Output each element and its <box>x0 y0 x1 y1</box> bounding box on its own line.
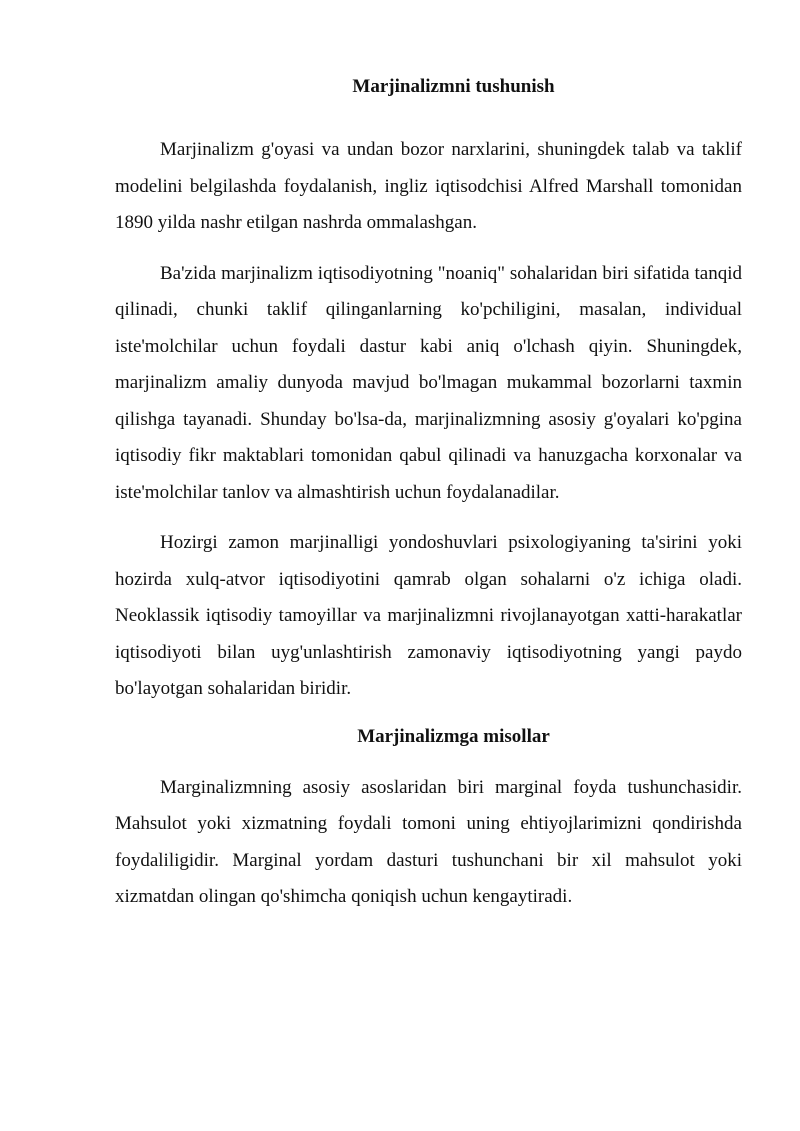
paragraph-marginal-utility: Marginalizmning asosiy asoslaridan biri marginal foyda tushunchasidir. Mahsulot yoki xizmatning foydali tomoni uning ehtiyojlarimizni qondirishda foydaliligidir. Marginal yordam dasturi tushunchani bir xil mahsulot yoki xizmatdan olingan qo'shimcha qoniqish uchun kengaytiradi. <box>115 776 742 907</box>
section-heading-understanding: Marjinalizmni tushunish <box>352 76 555 97</box>
document-body <box>115 74 742 916</box>
paragraph-marshall: Marjinalizm g'oyasi va undan bozor narxlarini, shuningdek talab va taklif modelini belgilashda foydalanish, ingliz iqtisodchisi Alfred Marshall tomonidan 1890 yilda nashr etilgan nashrda ommalashgan. <box>115 139 742 233</box>
section-heading-examples: Marjinalizmga misollar <box>357 725 550 747</box>
paragraph-criticism: Ba'zida marjinalizm iqtisodiyotning "noaniq" sohalaridan biri sifatida tanqid qilinadi, chunki taklif qilinganlarning ko'pchiligini, masalan, individual iste'molchilar uchun foydali dastur kabi aniq o'lchash qiyin. Shuningdek, marjinalizm amaliy dunyoda mavjud bo'lmagan mukammal bozorlarni taxmin qilishga tayanadi. Shunday bo'lsa-da, marjinalizmning asosiy g'oyalari ko'pgina iqtisodiy fikr maktablari tomonidan qabul qilinadi va hanuzgacha korxonalar va iste'molchilar tanlov va almashtirish uchun foydalanadilar. <box>115 262 742 503</box>
paragraph-modern-approaches: Hozirgi zamon marjinalligi yondoshuvlari psixologiyaning ta'sirini yoki hozirda xulq-atvor iqtisodiyotini qamrab olgan sohalarni o'z ichiga oladi. Neoklassik iqtisodiy tamoyillar va marjinalizmni rivojlanayotgan xatti-harakatlar iqtisodiyoti bilan uyg'unlashtirish zamonaviy iqtisodiyotning yangi paydo bo'layotgan sohalaridan biridir. <box>115 532 742 699</box>
